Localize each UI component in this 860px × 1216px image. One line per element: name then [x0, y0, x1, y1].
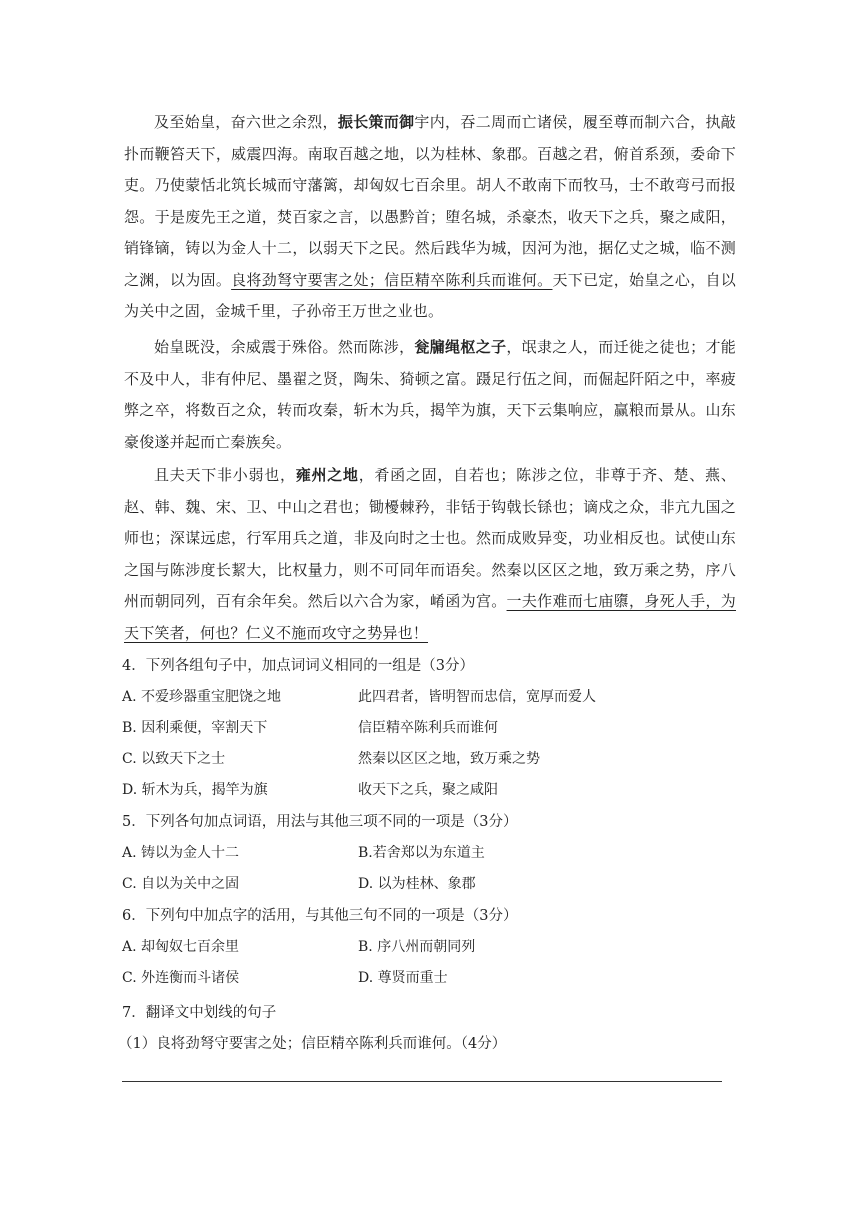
q4-option-a	[122, 687, 596, 707]
question-6-stem: 6．下列句中加点字的活用，与其他三句不同的一项是（3分）	[122, 908, 518, 924]
option-left: A. 不爱珍器重宝肥饶之地	[122, 689, 282, 705]
option-left: B. 因利乘便，宰割天下	[122, 720, 268, 736]
passage-text: ，氓隶之人，而迁徙之徒也；才能不及中人，非有仲尼、墨翟之贤，陶朱、猗顿之富。蹑足行伍之间，而倔起阡陌之中，率疲弊之卒，将数百之众，转而攻秦，斩木为兵，揭竿为旗，天下云集响应，赢粮而景从。山东豪俊遂并起而亡秦族矣。	[124, 338, 737, 451]
question-7-stem: 7．翻译文中划线的句子	[122, 1005, 277, 1021]
q5-option-row-2	[122, 874, 476, 894]
q5-option-row-1	[122, 843, 485, 863]
answer-line	[122, 1081, 722, 1082]
underlined-sentence-2: 一夫作难而七庙隳，身死人手，为天下笑者，何也？仁义不施而攻守之势异也！	[124, 592, 736, 642]
q6-option-row-2	[122, 968, 448, 988]
option-right: B.若舍郑以为东道主	[358, 845, 485, 861]
question-7-sub-1: （1）良将劲弩守要害之处；信臣精卒陈利兵而谁何。（4分）	[118, 1036, 507, 1052]
passage-text: 天下已定，始皇之心，自以为关中之固，金城千里，子孙帝王万世之业也。	[124, 270, 737, 320]
passage-emphasis: 瓮牖绳枢之子	[414, 338, 507, 356]
passage-emphasis: 雍州之地	[295, 466, 359, 484]
option-right: 然秦以区区之地，致万乘之势	[358, 751, 540, 767]
passage-text: ，肴函之固，自若也；陈涉之位，非尊于齐、楚、燕、赵、韩、魏、宋、卫、中山之君也；锄櫌棘矜，非铦于钩戟长铩也；谪戍之众，非亢九国之师也；深谋远虑，行军用兵之道，非及向时之士也。然而成败异变，功业相反也。试使山东之国与陈涉度长絜大，比权量力，则不可同年而语矣。然秦以区区之地，致万乘之势，序八州而朝同列，百有余年矣。然后以六合为家，崤函为宫。	[124, 466, 736, 610]
q6-option-row-1	[122, 937, 476, 957]
passage-text: 宇内，吞二周而亡诸侯，履至尊而制六合，执敲扑而鞭笞天下，威震四海。南取百越之地，以为桂林、象郡。百越之君，俯首系颈，委命下吏。乃使蒙恬北筑长城而守藩篱，却匈奴七百余里。胡人不敢南下而牧马，士不敢弯弓而报怨。于是废先王之道，焚百家之言，以愚黔首；堕名城，杀豪杰，收天下之兵，聚之咸阳，销锋镝，铸以为金人十二，以弱天下之民。然后践华为城，因河为池，据亿丈之城，临不测之渊，以为固。	[124, 113, 736, 289]
option-left: C. 外连衡而斗诸侯	[122, 970, 240, 986]
question-5-stem: 5．下列各句加点词语，用法与其他三项不同的一项是（3分）	[122, 814, 518, 830]
option-left: C. 自以为关中之固	[122, 876, 240, 892]
q4-option-d	[122, 780, 498, 800]
q4-option-b	[122, 718, 498, 738]
option-right: 此四君者，皆明智而忠信，宽厚而爱人	[358, 689, 596, 705]
underlined-sentence-1: 良将劲弩守要害之处；信臣精卒陈利兵而谁何。	[231, 270, 553, 289]
option-right: B. 序八州而朝同列	[358, 939, 476, 955]
option-left: C. 以致天下之士	[122, 751, 226, 767]
q4-option-c	[122, 749, 540, 769]
option-right: 收天下之兵，聚之咸阳	[358, 782, 498, 798]
passage-text: 始皇既没，余威震于殊俗。然而陈涉，	[154, 338, 415, 356]
option-left: D. 斩木为兵，揭竿为旗	[122, 782, 268, 798]
passage-paragraph-1	[124, 107, 736, 328]
question-4-stem: 4．下列各组句子中，加点词词义相同的一组是（3分）	[122, 658, 474, 674]
passage-text: 且夫天下非小弱也，	[154, 466, 296, 484]
option-left: A. 却匈奴七百余里	[122, 939, 240, 955]
passage-paragraph-2	[124, 332, 736, 458]
option-right: 信臣精卒陈利兵而谁何	[358, 720, 498, 736]
option-right: D. 尊贤而重士	[358, 970, 448, 986]
option-right: D. 以为桂林、象郡	[358, 876, 476, 892]
passage-paragraph-3	[124, 460, 736, 649]
passage-text: 及至始皇，奋六世之余烈，	[154, 113, 338, 131]
option-left: A. 铸以为金人十二	[122, 845, 240, 861]
passage-emphasis: 振长策而御	[337, 113, 415, 131]
